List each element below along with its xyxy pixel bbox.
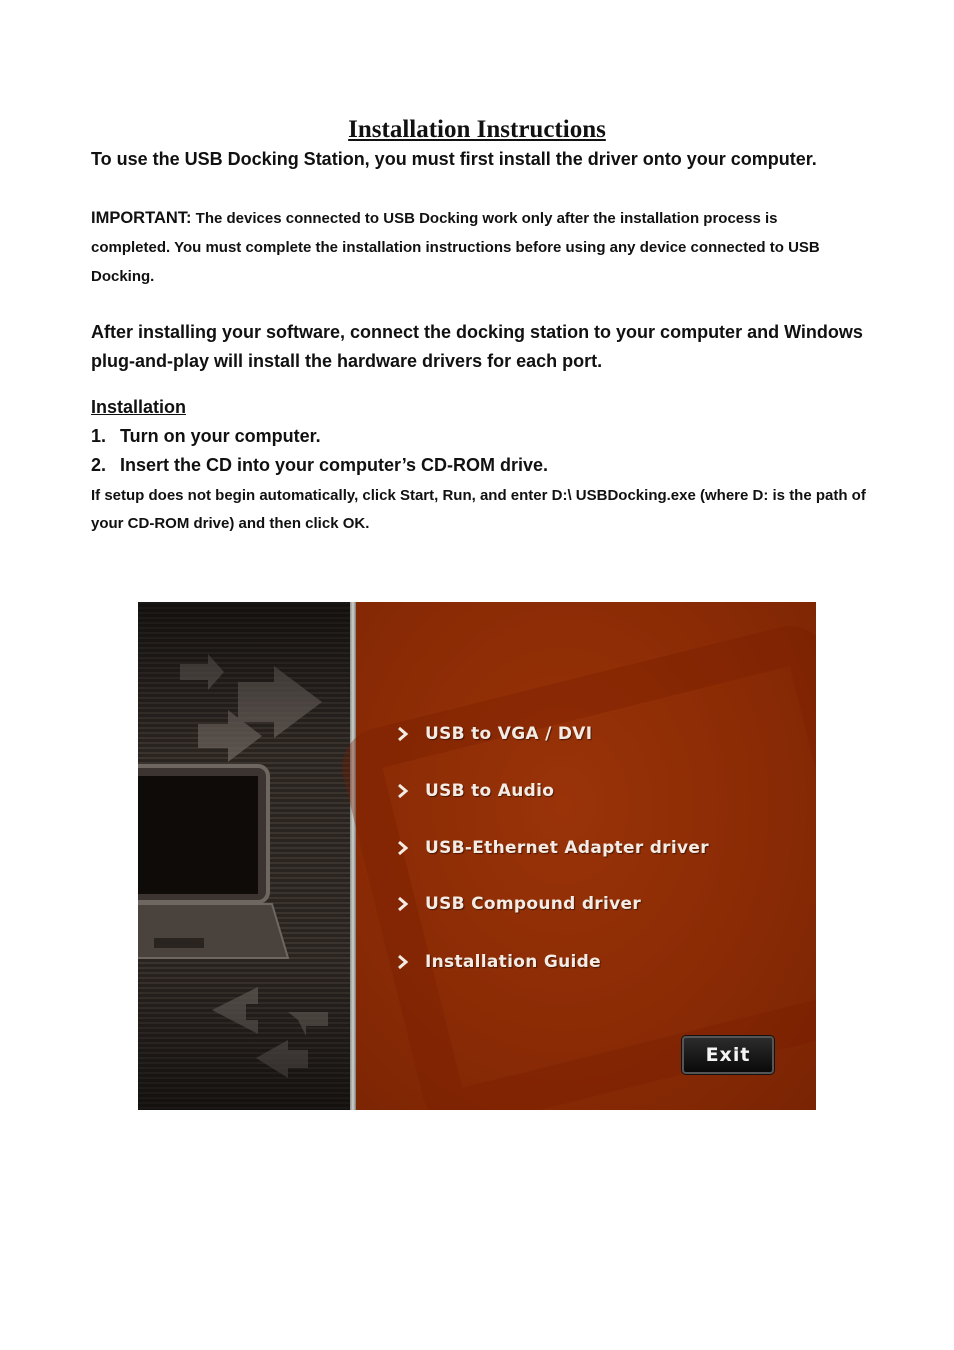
installer-menu-panel <box>356 602 816 1110</box>
installer-screenshot <box>138 602 816 1110</box>
chevron-right-icon <box>396 726 410 742</box>
menu-item-label: USB Compound driver <box>425 894 642 914</box>
menu-item-usb-compound[interactable] <box>396 894 641 914</box>
menu-item-installation-guide[interactable] <box>396 952 601 972</box>
exit-button[interactable]: Exit <box>682 1036 774 1074</box>
step-number: 1. <box>91 426 107 446</box>
setup-note: If setup does not begin automatically, click Start, Run, and enter D:\ USBDocking.exe (where D: is the path of your CD-ROM drive) and then click OK. <box>91 487 866 532</box>
chevron-right-icon <box>396 840 410 856</box>
step-2 <box>91 455 548 476</box>
menu-item-label: USB to VGA / DVI <box>425 724 593 744</box>
step-text: Turn on your computer. <box>120 426 321 446</box>
step-text: Insert the CD into your computer’s CD-ROM drive. <box>120 455 549 475</box>
menu-item-usb-audio[interactable] <box>396 781 554 801</box>
chevron-right-icon <box>396 954 410 970</box>
step-number: 2. <box>91 455 107 475</box>
step-1 <box>91 426 321 447</box>
important-label: IMPORTANT: <box>91 209 192 227</box>
intro-paragraph: To use the USB Docking Station, you must first install the driver onto your computer. <box>91 149 817 169</box>
page-title: Installation Instructions <box>348 116 606 143</box>
menu-item-usb-ethernet[interactable] <box>396 838 709 858</box>
chevron-right-icon <box>396 896 410 912</box>
installer-left-panel <box>138 602 350 1110</box>
menu-item-label: Installation Guide <box>425 952 601 972</box>
menu-item-usb-vga-dvi[interactable] <box>396 724 592 744</box>
installation-heading: Installation <box>91 397 187 417</box>
menu-item-label: USB to Audio <box>425 781 555 801</box>
important-text: The devices connected to USB Docking work only after the installation process is completed. You must complete the installation instructions before using any device connected to USB Docking. <box>91 210 820 285</box>
important-paragraph <box>91 204 851 291</box>
menu-item-label: USB-Ethernet Adapter driver <box>425 838 709 858</box>
after-install-paragraph: After installing your software, connect the docking station to your computer and Windows plug-and-play will install the hardware drivers for each port. <box>91 322 863 371</box>
chevron-right-icon <box>396 783 410 799</box>
